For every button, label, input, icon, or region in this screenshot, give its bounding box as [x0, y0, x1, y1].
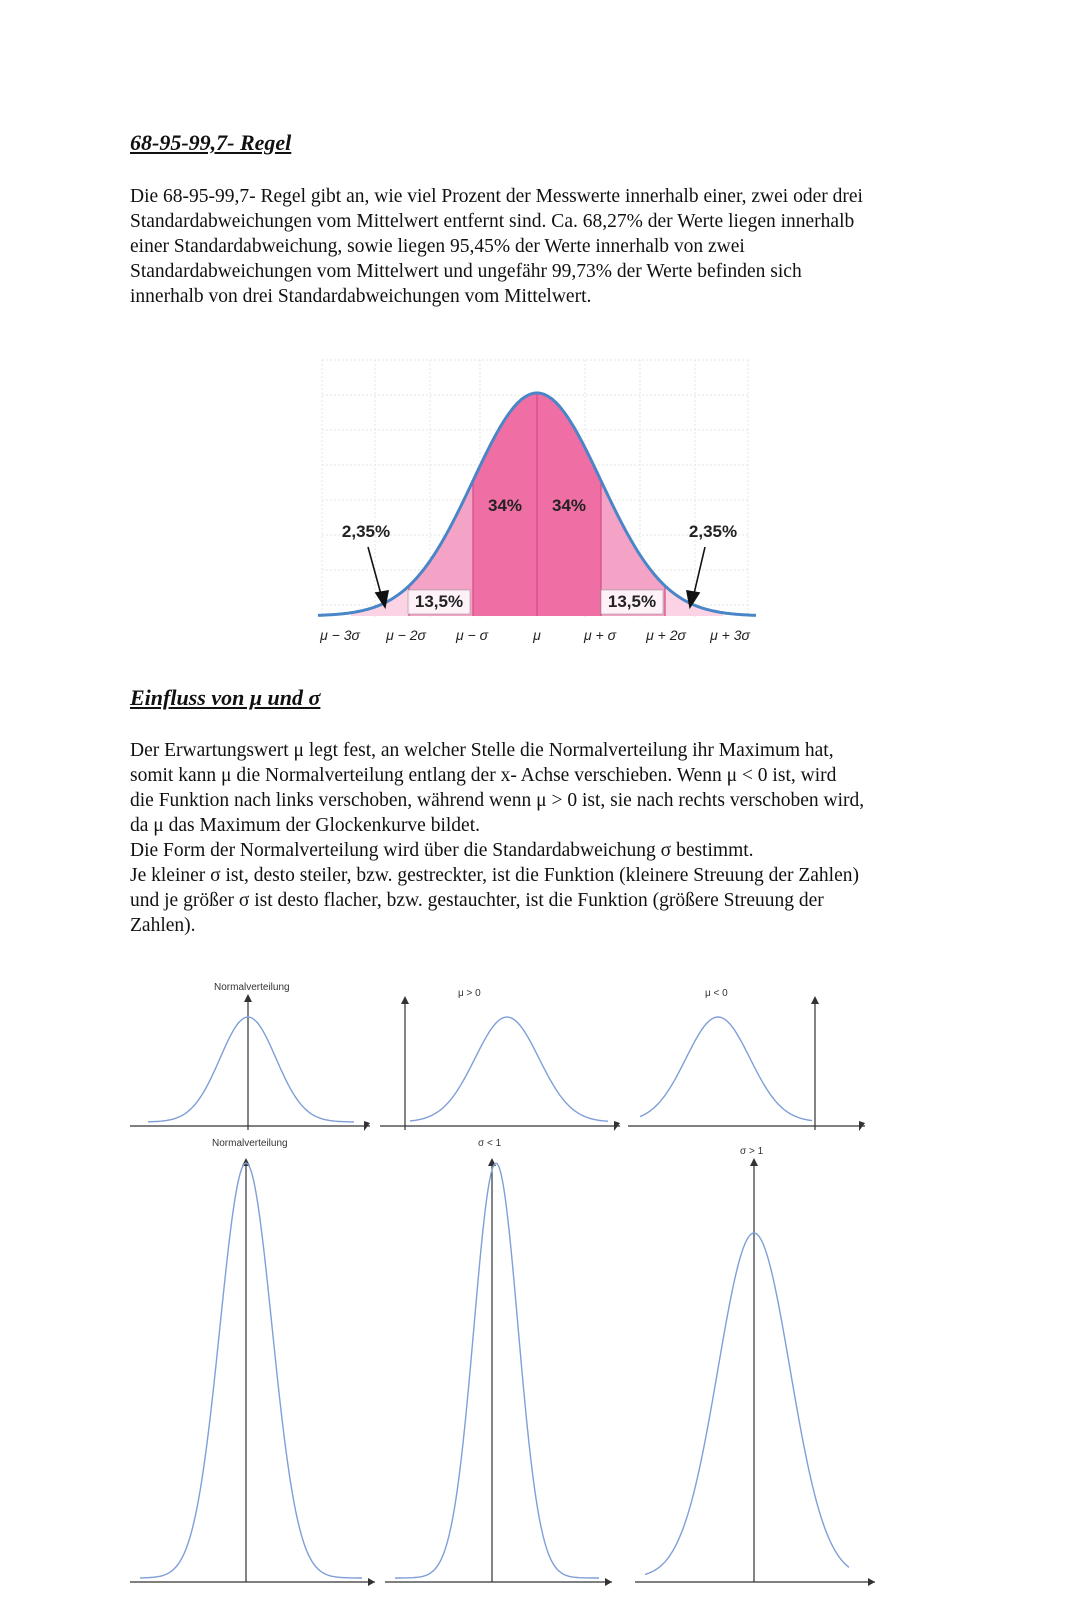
sketch-label-mu-negative: μ < 0	[705, 988, 728, 999]
text-line: Die Form der Normalverteilung wird über die Standardabweichung σ bestimmt.	[130, 840, 754, 861]
sketch-curve-shift-right	[410, 1017, 608, 1121]
label-13-5-right: 13,5%	[607, 592, 657, 611]
text-line: und je größer σ ist desto flacher, bzw. gestauchter, ist die Funktion (größere Streuung der	[130, 890, 824, 911]
tick-mu-minus-2sigma: μ − 2σ	[386, 627, 426, 643]
tick-mu-minus-sigma: μ − σ	[455, 627, 489, 643]
tick-mu-minus-3sigma: μ − 3σ	[320, 627, 360, 643]
sketch-label-sigma-small: σ < 1	[478, 1138, 502, 1149]
sketch-curve-shift-left	[640, 1017, 812, 1121]
text-line: einer Standardabweichung, sowie liegen 95,45% der Werte innerhalb von zwei	[130, 236, 745, 257]
tick-mu-plus-3sigma: μ + 3σ	[710, 627, 750, 643]
sketch-curve-standard	[148, 1017, 354, 1122]
text-line: Zahlen).	[130, 915, 196, 936]
sketch-label-normalverteilung: Normalverteilung	[212, 1138, 288, 1149]
tick-mu: μ	[533, 627, 541, 643]
text-line: da μ das Maximum der Glockenkurve bildet.	[130, 815, 480, 836]
section-heading-influence: Einfluss von μ und σ	[130, 685, 321, 710]
rule-paragraph	[130, 184, 960, 309]
text-line: Standardabweichungen vom Mittelwert entfernt sind. Ca. 68,27% der Werte liegen innerhalb	[130, 211, 855, 232]
label-13-5-left: 13,5%	[414, 592, 464, 611]
text-line: somit kann μ die Normalverteilung entlang der x- Achse verschieben. Wenn μ < 0 ist, wird	[130, 765, 837, 786]
sketch-label-sigma-large: σ > 1	[740, 1146, 764, 1157]
influence-paragraph	[130, 738, 960, 938]
sketch-curve-wide	[645, 1233, 849, 1574]
sketch-label-normalverteilung: Normalverteilung	[214, 982, 290, 993]
text-line: innerhalb von drei Standardabweichungen vom Mittelwert.	[130, 286, 592, 307]
label-2-35-right: 2,35%	[688, 522, 738, 541]
sketch-curve-narrow	[395, 1163, 599, 1578]
tick-mu-plus-2sigma: μ + 2σ	[646, 627, 686, 643]
normal-distribution-chart	[300, 355, 770, 655]
sketch-label-mu-positive: μ > 0	[458, 988, 481, 999]
label-34-right: 34%	[551, 496, 587, 515]
text-line: Der Erwartungswert μ legt fest, an welcher Stelle die Normalverteilung ihr Maximum hat,	[130, 740, 834, 761]
text-line: Je kleiner σ ist, desto steiler, bzw. gestreckter, ist die Funktion (kleinere Streuung der Zahlen)	[130, 865, 859, 886]
section-heading-rule: 68-95-99,7- Regel	[130, 130, 292, 155]
text-line: die Funktion nach links verschoben, während wenn μ > 0 ist, sie nach rechts verschoben wird,	[130, 790, 865, 811]
label-34-left: 34%	[487, 496, 523, 515]
text-line: Die 68-95-99,7- Regel gibt an, wie viel Prozent der Messwerte innerhalb einer, zwei oder drei	[130, 186, 863, 207]
tick-mu-plus-sigma: μ + σ	[583, 627, 617, 643]
text-line: Standardabweichungen vom Mittelwert und ungefähr 99,73% der Werte befinden sich	[130, 261, 802, 282]
sketch-figures	[0, 970, 1080, 1610]
label-2-35-left: 2,35%	[341, 522, 391, 541]
sketch-curve-standard-bottom	[140, 1163, 362, 1578]
